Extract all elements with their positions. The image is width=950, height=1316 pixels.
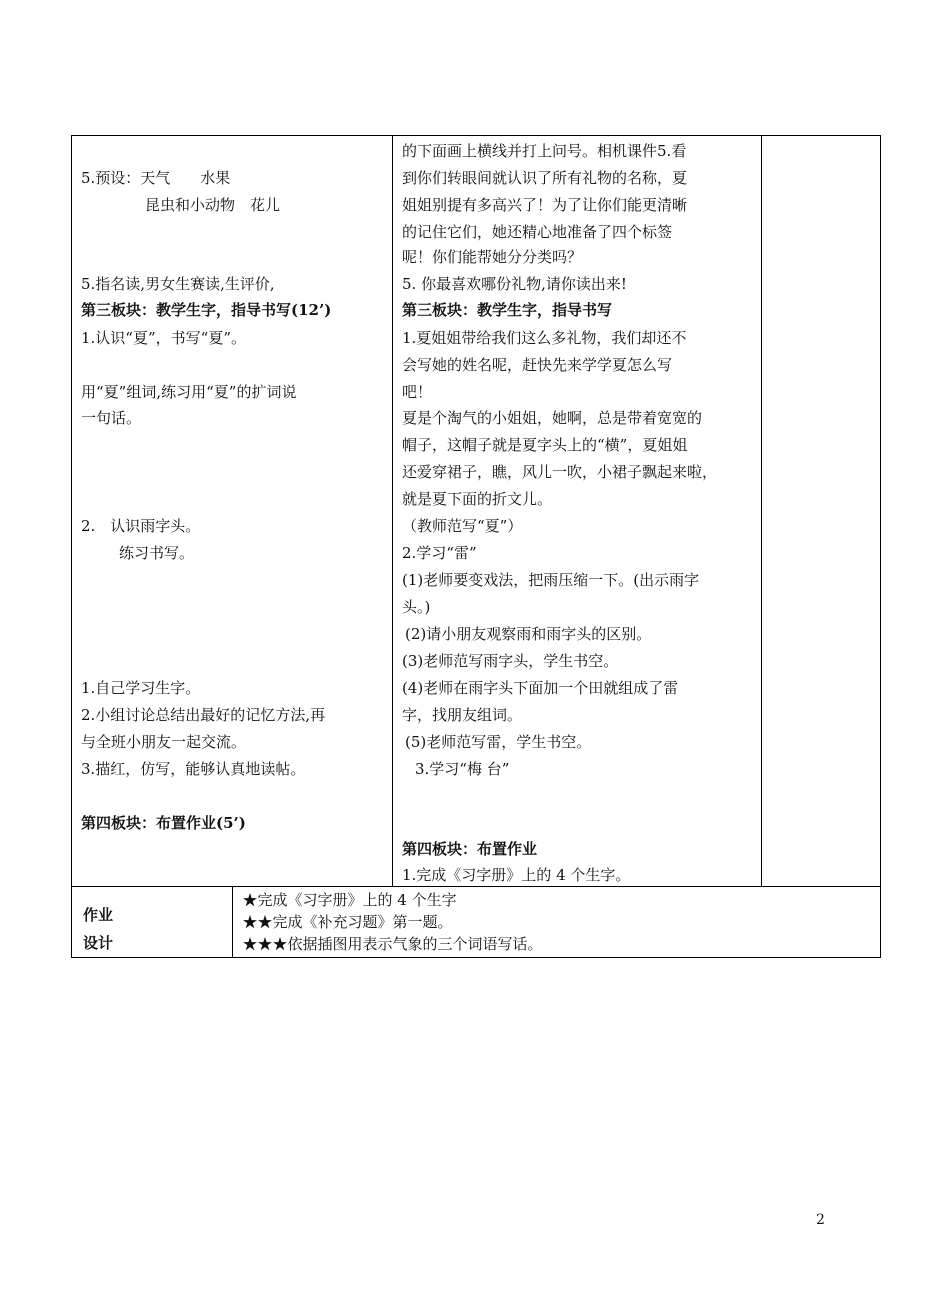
mid-line-19: (2)请小朋友观察雨和雨字头的区别。	[405, 625, 652, 643]
left-line-5: 1.认识“夏”，书写“夏”。	[81, 329, 246, 347]
left-section-3-heading: 第三板块：教学生字，指导书写(12’)	[81, 301, 332, 319]
mid-line-14: 就是夏下面的折文儿。	[402, 490, 553, 508]
homework-item: ★完成《习字册》上的 4 个生字	[242, 891, 457, 909]
teaching-row	[72, 136, 881, 887]
mid-line-17: (1)老师要变戏法，把雨压缩一下。(出示雨字	[402, 571, 700, 589]
mid-line-24: 3.学习“梅 台”	[415, 760, 510, 778]
page-number: 2	[816, 1212, 825, 1228]
teacher-activity-cell	[393, 136, 762, 887]
mid-line-13: 还爱穿裙子，瞧，风儿一吹，小裙子飘起来啦，	[402, 463, 718, 481]
mid-line-21: (4)老师在雨字头下面加一个田就组成了雷	[402, 679, 679, 697]
mid-section-4-heading: 第四板块：布置作业	[402, 840, 538, 858]
left-line-6: 用“夏”组词,练习用“夏”的扩词说	[81, 383, 297, 401]
left-line-1: 5.预设：天气 水果	[81, 169, 231, 187]
mid-section-3-heading: 第三板块：教学生字，指导书写	[402, 301, 613, 319]
mid-line-20: (3)老师范写雨字头，学生书空。	[402, 652, 619, 670]
left-section-4-heading: 第四板块：布置作业(5’)	[81, 814, 246, 832]
left-line-8: 2. 认识雨字头。	[81, 517, 201, 535]
mid-line-5: 呢！你们能帮她分分类吗？	[402, 248, 583, 266]
left-line-13: 3.描红，仿写，能够认真地读帖。	[81, 760, 306, 778]
left-line-7: 一句话。	[81, 409, 142, 427]
homework-item: ★★完成《补充习题》第一题。	[242, 913, 453, 931]
homework-item: ★★★依据插图用表示气象的三个词语写话。	[242, 935, 543, 953]
homework-label-cell	[72, 887, 233, 958]
left-line-10: 1.自己学习生字。	[81, 679, 201, 697]
left-line-3: 5.指名读,男女生赛读,生评价,	[81, 275, 275, 293]
mid-line-6: 5. 你最喜欢哪份礼物,请你读出来!	[402, 275, 627, 293]
mid-line-16: 2.学习“雷”	[402, 544, 477, 562]
mid-line-12: 帽子，这帽子就是夏字头上的“横”，夏姐姐	[402, 436, 688, 454]
mid-line-26: 1.完成《习字册》上的 4 个生字。	[402, 866, 631, 884]
student-activity-cell	[72, 136, 393, 887]
mid-line-10: 吧！	[402, 383, 433, 401]
homework-label-line-2: 设计	[83, 934, 114, 952]
homework-label-line-1: 作业	[83, 906, 114, 924]
homework-row	[72, 887, 881, 958]
mid-line-3: 姐姐别提有多高兴了！为了让你们能更清晰	[402, 196, 688, 214]
mid-line-8: 1.夏姐姐带给我们这么多礼物，我们却还不	[402, 329, 687, 347]
left-line-9: 练习书写。	[119, 544, 195, 562]
homework-content-cell	[232, 887, 881, 958]
homework-label	[72, 887, 232, 957]
mid-line-2: 到你们转眼间就认识了所有礼物的名称，夏	[402, 169, 688, 187]
left-line-2: 昆虫和小动物 花儿	[145, 196, 281, 214]
left-line-11: 2.小组讨论总结出最好的记忆方法,再	[81, 706, 326, 724]
mid-line-9: 会写她的姓名呢，赶快先来学学夏怎么写	[402, 356, 673, 374]
mid-line-22: 字，找朋友组词。	[402, 706, 523, 724]
mid-line-18: 头。)	[402, 598, 431, 616]
notes-cell	[762, 136, 881, 887]
mid-line-23: (5)老师范写雷，学生书空。	[405, 733, 592, 751]
lesson-plan-table	[71, 135, 881, 958]
left-line-12: 与全班小朋友一起交流。	[81, 733, 247, 751]
mid-line-1: 的下面画上横线并打上问号。相机课件5.看	[402, 142, 687, 160]
mid-line-4: 的记住它们，她还精心地准备了四个标签	[402, 223, 673, 241]
mid-line-15: （教师范写“夏”）	[402, 517, 523, 535]
mid-line-11: 夏是个淘气的小姐姐，她啊，总是带着宽宽的	[402, 409, 703, 427]
